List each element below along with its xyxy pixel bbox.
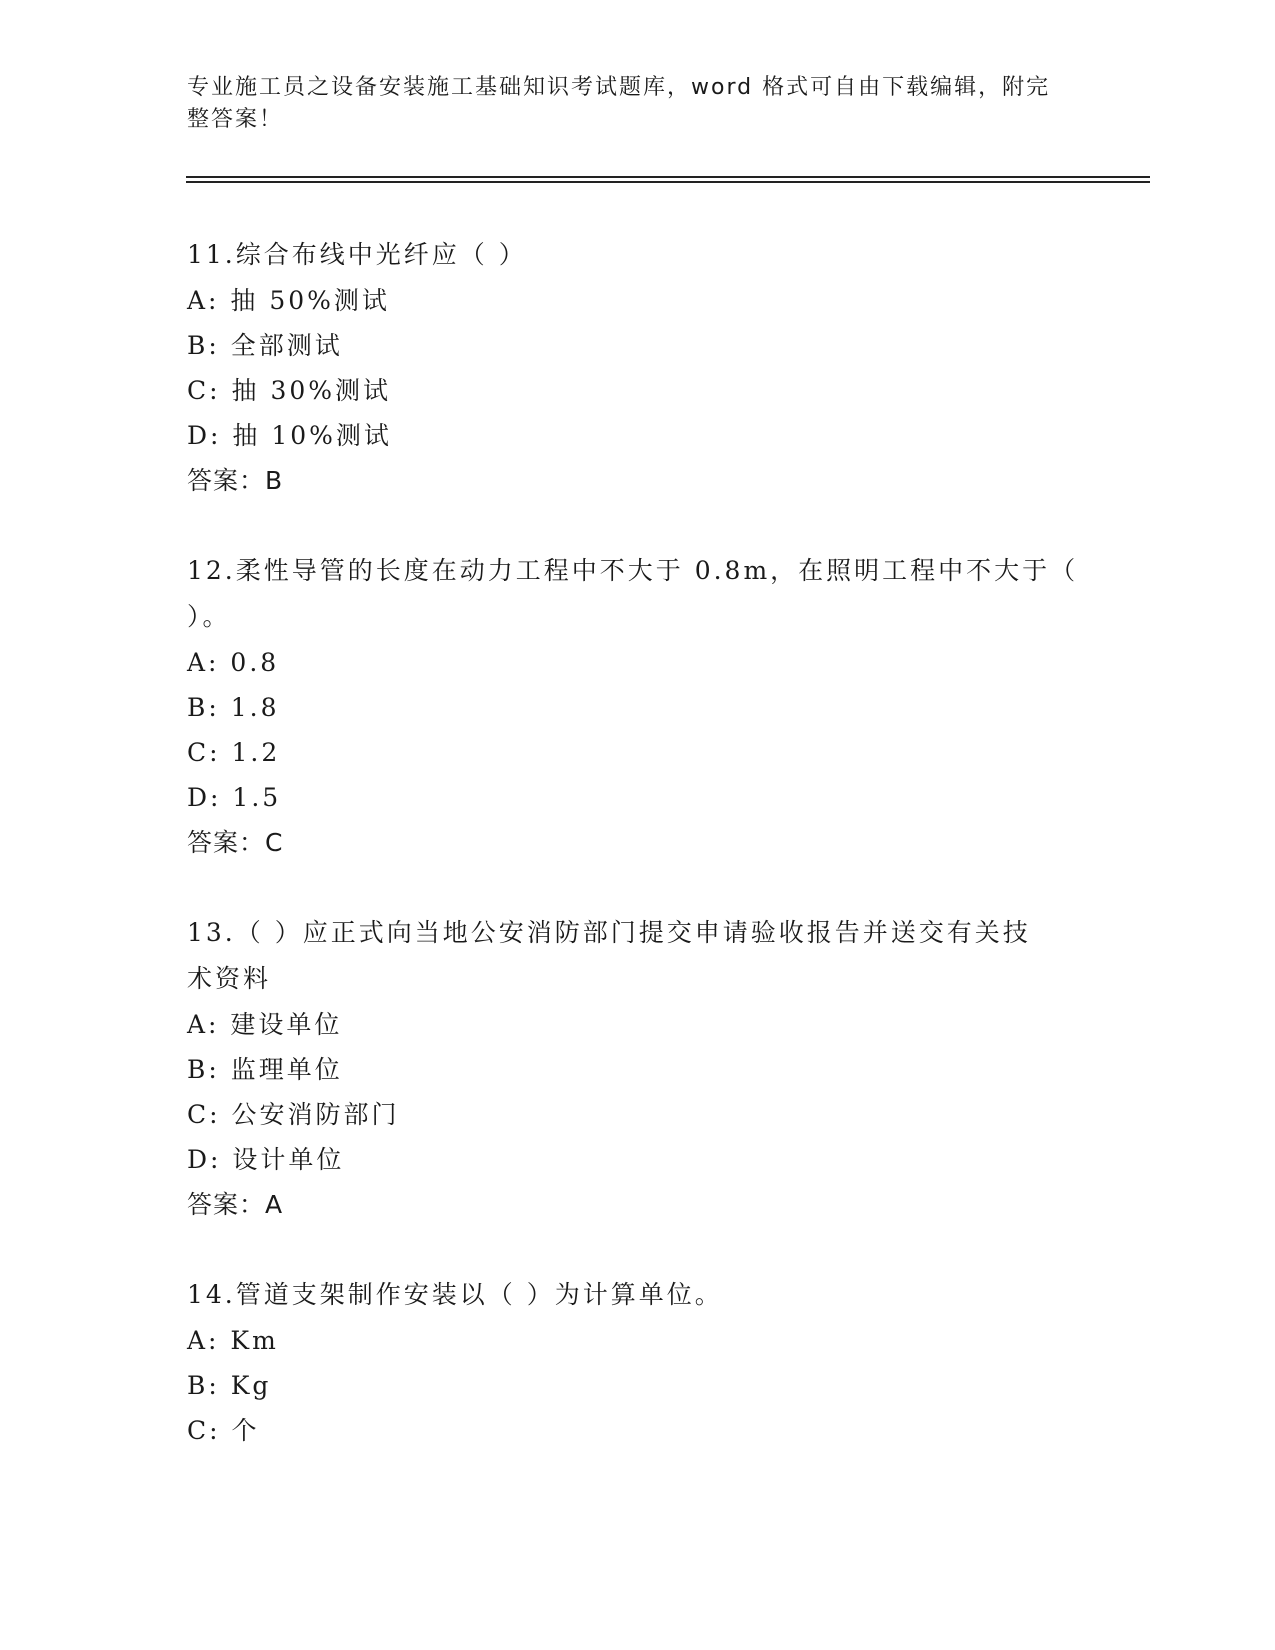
option-a: A: 0.8: [187, 648, 280, 677]
option-d: D: 抽 10%测试: [187, 421, 392, 450]
option-a: A: 抽 50%测试: [187, 286, 390, 315]
question-14: [187, 1272, 1087, 1453]
answer: 答案：B: [187, 466, 284, 495]
header-line-2: 整答案！: [187, 107, 284, 132]
question-list: [187, 232, 1087, 1497]
question-11: [187, 232, 1087, 504]
question-stem: 12.柔性导管的长度在动力工程中不大于 0.8m，在照明工程中不大于（: [187, 556, 1079, 585]
option-b: B: 监理单位: [187, 1055, 343, 1084]
option-c: C: 抽 30%测试: [187, 376, 392, 405]
header-divider-top: [186, 176, 1150, 178]
option-d: D: 设计单位: [187, 1145, 345, 1174]
question-12: [187, 548, 1087, 866]
option-b: B: 1.8: [187, 693, 280, 722]
document-header: [187, 72, 1067, 136]
question-stem: 13.（ ）应正式向当地公安消防部门提交申请验收报告并送交有关技: [187, 918, 1031, 947]
question-stem-continued: ）。: [187, 602, 231, 631]
option-b: B: Kg: [187, 1371, 272, 1400]
option-c: C: 个: [187, 1416, 260, 1445]
option-a: A: 建设单位: [187, 1010, 343, 1039]
question-stem: 14.管道支架制作安装以（ ）为计算单位。: [187, 1280, 723, 1309]
option-a: A: Km: [187, 1326, 279, 1355]
answer: 答案：C: [187, 828, 284, 857]
option-c: C: 公安消防部门: [187, 1100, 400, 1129]
question-13: [187, 910, 1087, 1228]
header-line-1: 专业施工员之设备安装施工基础知识考试题库，word 格式可自由下载编辑，附完: [187, 75, 1051, 100]
question-stem: 11.综合布线中光纤应（ ）: [187, 240, 527, 269]
header-divider-bottom: [186, 181, 1150, 183]
question-stem-continued: 术资料: [187, 964, 272, 993]
option-d: D: 1.5: [187, 783, 282, 812]
option-b: B: 全部测试: [187, 331, 343, 360]
answer: 答案：A: [187, 1190, 284, 1219]
option-c: C: 1.2: [187, 738, 281, 767]
